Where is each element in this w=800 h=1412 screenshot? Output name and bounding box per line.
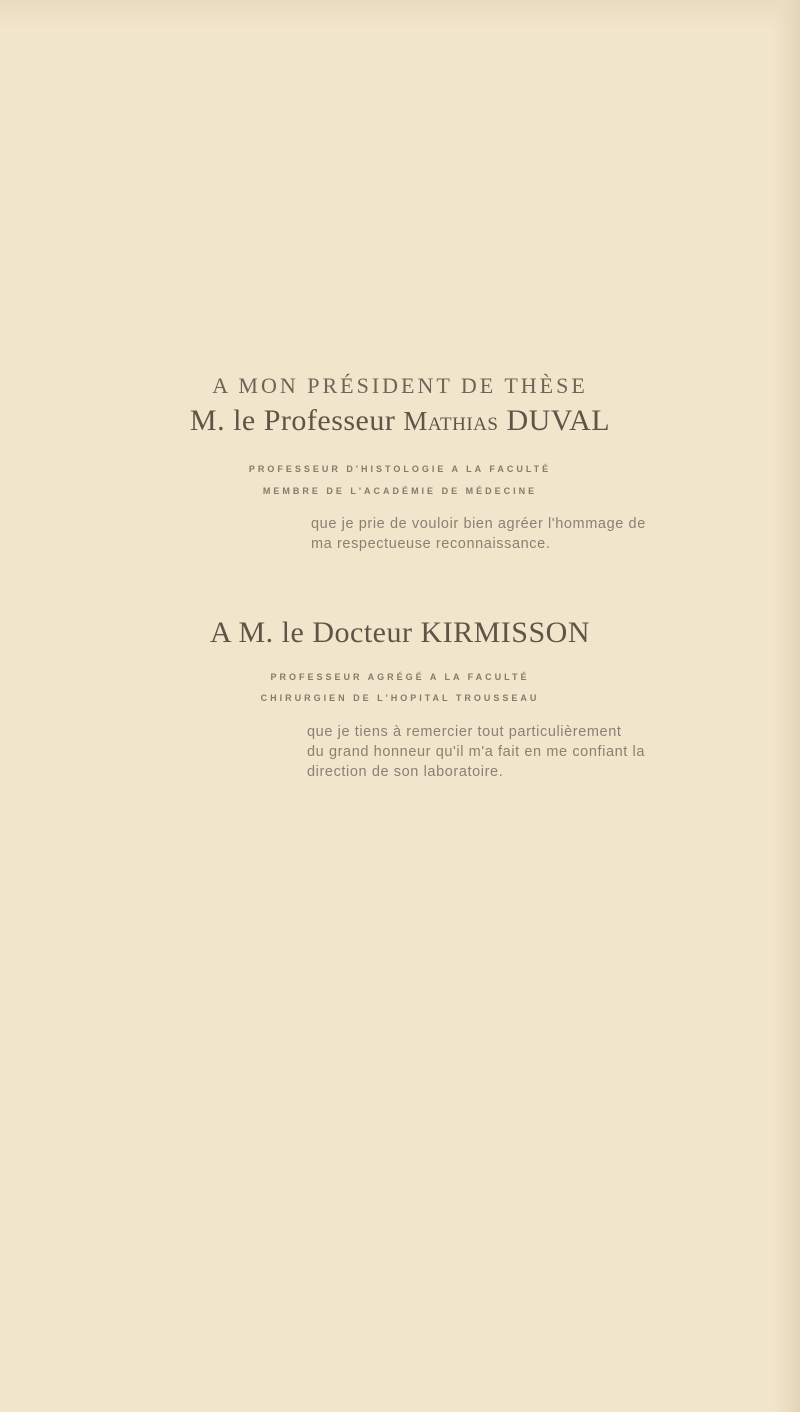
president-title-2: MEMBRE DE L'ACADÉMIE DE MÉDECINE: [262, 486, 538, 496]
kirmisson-title-2: CHIRURGIEN DE L'HOPITAL TROUSSEAU: [260, 693, 540, 703]
president-name-line: [0, 404, 800, 438]
kirmisson-name: A M. le Docteur KIRMISSON: [210, 616, 590, 649]
president-title-2-wrap: [0, 486, 800, 496]
president-dedication-text: [311, 514, 646, 554]
kirmisson-title-1-wrap: [0, 672, 800, 682]
first-name: Mathias: [403, 406, 499, 436]
kirmisson-name-line: [0, 616, 800, 650]
last-name: DUVAL: [506, 404, 611, 437]
text-line: que je prie de vouloir bien agréer l'hommage de: [311, 516, 646, 532]
dedication-heading: A MON PRÉSIDENT DE THÈSE: [212, 373, 588, 398]
president-title-1: PROFESSEUR D'HISTOLOGIE A LA FACULTÉ: [248, 464, 552, 474]
kirmisson-title-1: PROFESSEUR AGRÉGÉ A LA FACULTÉ: [270, 672, 530, 682]
text-line: du grand honneur qu'il m'a fait en me confiant la: [307, 744, 646, 760]
text-line: direction de son laboratoire.: [307, 764, 504, 780]
dedication-president: [0, 373, 800, 399]
kirmisson-dedication-text: [307, 722, 645, 782]
text-line: que je tiens à remercier tout particulièrement: [307, 724, 622, 740]
kirmisson-title-2-wrap: [0, 693, 800, 703]
president-title-1-wrap: [0, 464, 800, 474]
page-edge-shading: [772, 0, 800, 1412]
text-line: ma respectueuse reconnaissance.: [311, 536, 551, 552]
page-top-shading: [0, 0, 800, 30]
name-prefix: M. le Professeur: [189, 404, 396, 437]
